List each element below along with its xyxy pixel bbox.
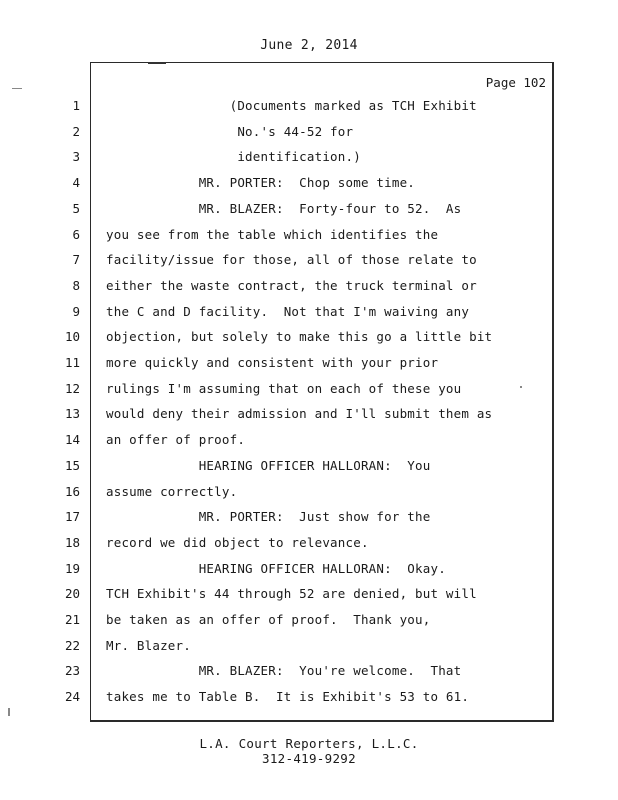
transcript-line-text: record we did object to relevance. <box>106 535 369 550</box>
scan-speck <box>148 62 166 64</box>
transcript-line-text: facility/issue for those, all of those relate to <box>106 252 477 267</box>
transcript-line-text: assume correctly. <box>106 484 238 499</box>
transcript-line-text: takes me to Table B. It is Exhibit's 53 to 61. <box>106 689 470 704</box>
transcript-line-text: identification.) <box>106 149 361 164</box>
transcript-line-text: MR. PORTER: Just show for the <box>106 509 431 524</box>
line-number: 17 <box>64 509 80 524</box>
footer-reporter-name: L.A. Court Reporters, L.L.C. <box>199 736 419 751</box>
line-number: 3 <box>72 149 80 164</box>
line-number: 7 <box>72 252 80 267</box>
scan-speck <box>520 386 522 388</box>
line-number: 14 <box>64 432 80 447</box>
transcript-line-text: MR. BLAZER: You're welcome. That <box>106 663 462 678</box>
transcript-date: June 2, 2014 <box>260 38 358 53</box>
line-number: 23 <box>64 663 80 678</box>
transcript-line-text: either the waste contract, the truck terminal or <box>106 278 477 293</box>
transcript-line-text: be taken as an offer of proof. Thank you, <box>106 612 431 627</box>
line-number: 2 <box>72 124 80 139</box>
line-number: 24 <box>64 689 80 704</box>
line-number: 16 <box>64 484 80 499</box>
transcript-line-text: an offer of proof. <box>106 432 246 447</box>
line-number: 18 <box>64 535 80 550</box>
line-number: 9 <box>72 304 80 319</box>
footer-phone: 312-419-9292 <box>262 751 356 766</box>
line-number: 6 <box>72 227 80 242</box>
transcript-line-text: No.'s 44-52 for <box>106 124 354 139</box>
page-number-label: Page 102 <box>485 75 546 90</box>
scan-speck <box>12 88 22 89</box>
transcript-line-text: you see from the table which identifies the <box>106 227 439 242</box>
line-number: 19 <box>64 561 80 576</box>
transcript-line-text: rulings I'm assuming that on each of these you <box>106 381 462 396</box>
transcript-line-text: (Documents marked as TCH Exhibit <box>106 98 477 113</box>
transcript-line-text: would deny their admission and I'll submit them as <box>106 406 493 421</box>
line-number: 10 <box>64 329 80 344</box>
scan-speck <box>8 708 10 716</box>
line-number: 5 <box>72 201 80 216</box>
line-number: 20 <box>64 586 80 601</box>
transcript-line-text: HEARING OFFICER HALLORAN: You <box>106 458 431 473</box>
line-number: 1 <box>72 98 80 113</box>
line-number: 4 <box>72 175 80 190</box>
transcript-line-text: HEARING OFFICER HALLORAN: Okay. <box>106 561 446 576</box>
line-number: 8 <box>72 278 80 293</box>
line-number: 22 <box>64 638 80 653</box>
transcript-line-text: TCH Exhibit's 44 through 52 are denied, but will <box>106 586 477 601</box>
transcript-line-text: Mr. Blazer. <box>106 638 191 653</box>
line-number: 13 <box>64 406 80 421</box>
line-number: 11 <box>64 355 80 370</box>
line-number: 12 <box>64 381 80 396</box>
line-number: 15 <box>64 458 80 473</box>
transcript-line-text: more quickly and consistent with your prior <box>106 355 439 370</box>
line-number: 21 <box>64 612 80 627</box>
transcript-line-text: the C and D facility. Not that I'm waiving any <box>106 304 470 319</box>
transcript-line-text: MR. PORTER: Chop some time. <box>106 175 416 190</box>
transcript-line-text: MR. BLAZER: Forty-four to 52. As <box>106 201 462 216</box>
transcript-line-text: objection, but solely to make this go a little bit <box>106 329 493 344</box>
